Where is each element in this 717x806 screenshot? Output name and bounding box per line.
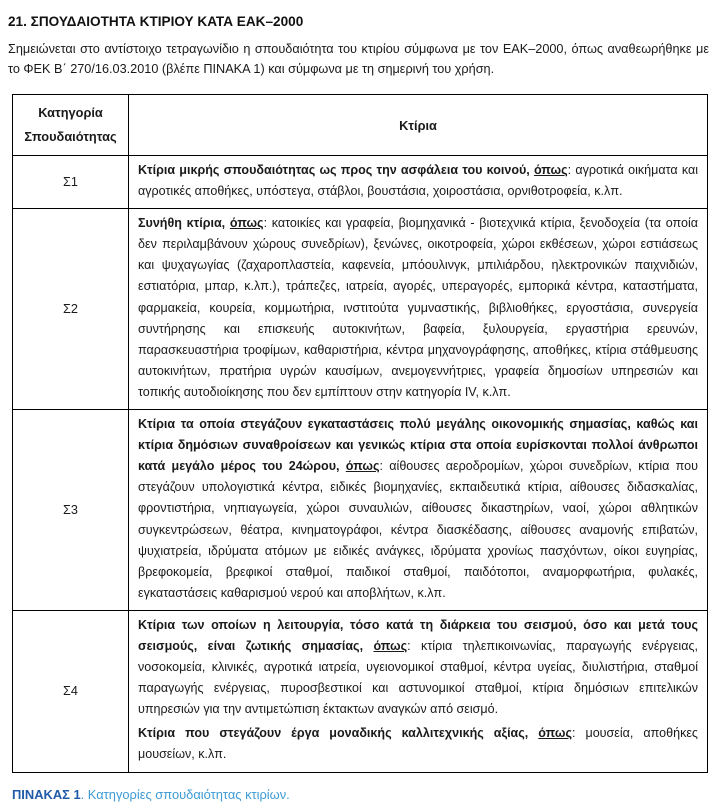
table-caption [12, 787, 709, 802]
paragraph-bold-leadin: Κτίρια μικρής σπουδαιότητας ως προς την ασφάλεια του κοινού, [138, 163, 534, 177]
paragraph-body-text: : μουσεία, αποθήκες μουσείων, κ.λπ. [138, 726, 698, 762]
opos-underlined-word: όπως [373, 638, 408, 653]
opos-underlined-word: όπως [538, 726, 572, 741]
category-cell-s3: Σ3 [13, 410, 129, 611]
buildings-cell-s4 [129, 610, 708, 772]
table-row-s1 [13, 156, 708, 209]
opos-underlined-word: όπως [229, 216, 264, 231]
page-title: 21. ΣΠΟΥΔΑΙΟΤΗΤΑ ΚΤΙΡΙΟΥ ΚΑΤΑ ΕΑΚ–2000 [8, 14, 304, 29]
row-paragraph [138, 723, 698, 765]
intro-paragraph: Σημειώνεται στο αντίστοιχο τετραγωνίδιο η σπουδαιότητα του κτιρίου σύμφωνα με τον ΕΑΚ–2000, όπως αναθεωρήθηκε με το ΦΕΚ Β΄ 270/16.03.2010 (βλέπε ΠΙΝΑΚΑ 1) και σύμφωνα με τη σημερινή του χρήση. [8, 42, 709, 76]
row-paragraph [138, 414, 698, 604]
header-category-column: Κατηγορία Σπουδαιότητας [13, 95, 129, 156]
importance-table [12, 94, 708, 773]
paragraph-body-text: : αγροτικά οικήματα και αγροτικές αποθήκες, υπόστεγα, στάβλοι, βουστάσια, χοιροστάσια, ορνιθοτροφεία, κ.λπ. [138, 163, 698, 199]
category-cell-s1: Σ1 [13, 156, 129, 209]
paragraph-bold-leadin: Κτίρια τα οποία στεγάζουν εγκαταστάσεις πολύ μεγάλης οικονομικής σημασίας, καθώς και κτίρια δημόσιων συναθροίσεων και γενικώς κτίρια στα οποία ευρίσκονται πολλοί άνθρωποι κατά μεγάλο μέρος του 24ώρου, [138, 417, 698, 474]
opos-underlined-word: όπως [345, 459, 380, 474]
buildings-cell-s2 [129, 209, 708, 410]
row-paragraph [138, 615, 698, 720]
caption-text: . Κατηγορίες σπουδαιότητας κτιρίων. [80, 786, 290, 802]
row-paragraph [138, 213, 698, 403]
row-paragraph [138, 160, 698, 202]
header-buildings-column: Κτίρια [129, 95, 708, 156]
buildings-cell-s1 [129, 156, 708, 209]
buildings-cell-s3 [129, 410, 708, 611]
caption-label: ΠΙΝΑΚΑΣ 1 [12, 786, 81, 802]
table-row-s3 [13, 410, 708, 611]
paragraph-bold-leadin: Κτίρια που στεγάζουν έργα μοναδικής καλλιτεχνικής αξίας, [138, 726, 539, 741]
table-row-s2 [13, 209, 708, 410]
category-cell-s4: Σ4 [13, 610, 129, 772]
paragraph-body-text: : αίθουσες αεροδρομίων, χώροι συνεδρίων, κτίρια που στεγάζουν υπολογιστικά κέντρα, ειδικές βιομηχανίες, εκπαιδευτικά κτίρια, αίθουσες διδασκαλίας, φροντιστήρια, νηπιαγωγεία, χώροι συναυλιών, αίθουσες δικαστηρίων, ναοί, χώροι αθλητικών συγκεντρώσεων, θέατρα, κινηματογράφοι, κέντρα διασκέδασης, αίθουσες αναμονής επιβατών, ψυχιατρεία, ιδρύματα ατόμων με ειδικές ανάγκες, ιδρύματα χρονίως πασχόντων, οίκοι ευγηρίας, βρεφοκομεία, βρεφικοί σταθμοί, παιδικοί σταθμοί, παιδότοποι, αναμορφωτήρια, φυλακές, εγκαταστάσεις καθαρισμού νερού και αποβλήτων, κ.λπ. [138, 459, 698, 600]
opos-underlined-word: όπως [533, 163, 568, 177]
paragraph-bold-leadin: Κτίρια των οποίων η λειτουργία, τόσο κατά τη διάρκεια του σεισμού, όσο και μετά τους σεισμούς, είναι ζωτικής σημασίας, [138, 617, 698, 653]
table-header-row [13, 95, 708, 156]
category-cell-s2: Σ2 [13, 209, 129, 410]
paragraph-body-text: : κατοικίες και γραφεία, βιομηχανικά - βιοτεχνικά κτίρια, ξενοδοχεία (τα οποία δεν περιλαμβάνουν χώρους συνεδρίων), ξενώνες, οικοτροφεία, χώροι εκθέσεων, χώροι εστιάσεως και ψυχαγωγίας (ζαχαροπλαστεία, καφενεία, μπόουλινγκ, μπιλιάρδου, ηλεκτρονικών παιχνιδιών, εστιατόρια, μπαρ, κ.λπ.), τράπεζες, ιατρεία, αγορές, υπεραγορές, εμπορικά κέντρα, καταστήματα, φαρμακεία, κουρεία, κομμωτήρια, ινστιτούτα γυμναστικής, βιβλιοθήκες, εργοστάσια, συνεργεία συντήρησης και επισκευής αυτοκινήτων, βαφεία, ξυλουργεία, εργαστήρια ερευνών, παρασκευαστήρια τροφίμων, καθαριστήρια, κέντρα μηχανογράφησης, αποθήκες, κτίρια στάθμευσης αυτοκινήτων, πρατήρια υγρών καυσίμων, ανεμογεννήτριες, γραφεία δημοσίων υπηρεσιών και τοπικής αυτοδιοίκησης που δεν εμπίπτουν στην κατηγορία IV, κ.λπ. [138, 216, 699, 399]
paragraph-body-text: : κτίρια τηλεπικοινωνίας, παραγωγής ενέργειας, νοσοκομεία, κλινικές, αγροτικά ιατρεία, υγειονομικοί σταθμοί, κέντρα υγείας, διυλιστήρια, σταθμοί παραγωγής ενέργειας, πυροσβεστικοί και αστυνομικοί σταθμοί, κτίρια δημόσιων επιτελικών υπηρεσιών για την αντιμετώπιση έκτακτων αναγκών από σεισμό. [138, 638, 698, 717]
table-row-s4 [13, 610, 708, 772]
paragraph-bold-leadin: Συνήθη κτίρια, [138, 216, 230, 231]
